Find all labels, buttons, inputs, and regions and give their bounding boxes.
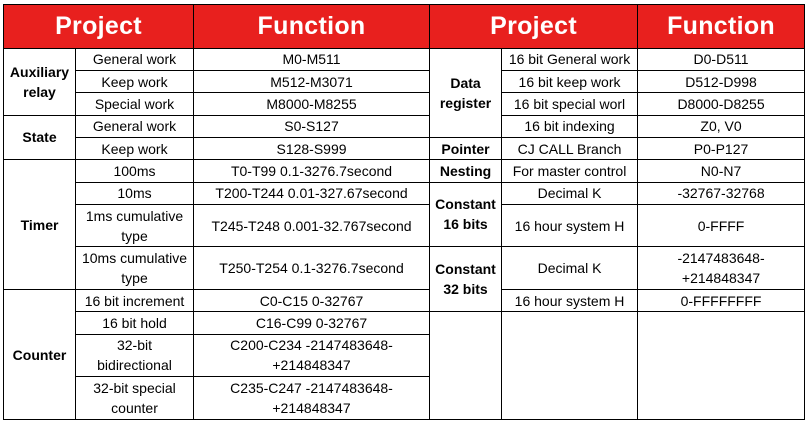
empty-cell bbox=[430, 312, 502, 334]
table-row bbox=[4, 160, 805, 182]
item-cell: 10ms bbox=[76, 182, 194, 204]
function-cell: C0-C15 0-32767 bbox=[194, 290, 430, 312]
table-row bbox=[4, 247, 805, 290]
category-constant-16: Constant 16 bits bbox=[430, 182, 502, 247]
empty-cell bbox=[430, 377, 502, 420]
function-cell: T250-T254 0.1-3276.7second bbox=[194, 247, 430, 290]
table-row bbox=[4, 377, 805, 420]
item-cell: Keep work bbox=[76, 70, 194, 92]
function-cell: D8000-D8255 bbox=[638, 93, 805, 115]
empty-cell bbox=[638, 312, 805, 334]
item-cell: For master control bbox=[502, 160, 638, 182]
function-cell: M512-M3071 bbox=[194, 70, 430, 92]
function-cell: 0-FFFFFFFF bbox=[638, 290, 805, 312]
item-cell: 16 hour system H bbox=[502, 204, 638, 247]
function-cell: N0-N7 bbox=[638, 160, 805, 182]
item-cell: 16 bit increment bbox=[76, 290, 194, 312]
empty-cell bbox=[638, 334, 805, 377]
empty-cell bbox=[502, 312, 638, 334]
item-cell: 10ms cumulative type bbox=[76, 247, 194, 290]
header-function-right: Function bbox=[638, 5, 805, 49]
item-cell: Decimal K bbox=[502, 247, 638, 290]
table-row bbox=[4, 334, 805, 377]
function-cell: T200-T244 0.01-327.67second bbox=[194, 182, 430, 204]
category-state: State bbox=[4, 115, 76, 160]
item-cell: 32-bit special counter bbox=[76, 377, 194, 420]
item-cell: Decimal K bbox=[502, 182, 638, 204]
table-row bbox=[4, 137, 805, 159]
table-row bbox=[4, 70, 805, 92]
function-cell: -32767-32768 bbox=[638, 182, 805, 204]
table-row bbox=[4, 115, 805, 137]
item-cell: 1ms cumulative type bbox=[76, 204, 194, 247]
plc-spec-table bbox=[3, 4, 805, 420]
function-cell: T0-T99 0.1-3276.7second bbox=[194, 160, 430, 182]
empty-cell bbox=[638, 377, 805, 420]
function-cell: D0-D511 bbox=[638, 48, 805, 70]
header-function-left: Function bbox=[194, 5, 430, 49]
category-data-register: Data register bbox=[430, 48, 502, 137]
item-cell: 100ms bbox=[76, 160, 194, 182]
table-row bbox=[4, 312, 805, 334]
item-cell: Keep work bbox=[76, 137, 194, 159]
item-cell: CJ CALL Branch bbox=[502, 137, 638, 159]
table-row bbox=[4, 204, 805, 247]
item-cell: General work bbox=[76, 115, 194, 137]
function-cell: C235-C247 -2147483648-+214848347 bbox=[194, 377, 430, 420]
table-row bbox=[4, 93, 805, 115]
item-cell: 16 bit indexing bbox=[502, 115, 638, 137]
header-row bbox=[4, 5, 805, 49]
empty-cell bbox=[430, 334, 502, 377]
empty-cell bbox=[502, 377, 638, 420]
function-cell: S0-S127 bbox=[194, 115, 430, 137]
item-cell: 16 hour system H bbox=[502, 290, 638, 312]
item-cell: General work bbox=[76, 48, 194, 70]
function-cell: P0-P127 bbox=[638, 137, 805, 159]
item-cell: 16 bit keep work bbox=[502, 70, 638, 92]
function-cell: M0-M511 bbox=[194, 48, 430, 70]
category-timer: Timer bbox=[4, 160, 76, 290]
item-cell: Special work bbox=[76, 93, 194, 115]
item-cell: 32-bit bidirectional bbox=[76, 334, 194, 377]
category-counter: Counter bbox=[4, 290, 76, 420]
function-cell: 0-FFFF bbox=[638, 204, 805, 247]
function-cell: C16-C99 0-32767 bbox=[194, 312, 430, 334]
function-cell: T245-T248 0.001-32.767second bbox=[194, 204, 430, 247]
item-cell: 16 bit special worl bbox=[502, 93, 638, 115]
item-cell: 16 bit General work bbox=[502, 48, 638, 70]
function-cell: -2147483648-+214848347 bbox=[638, 247, 805, 290]
function-cell: S128-S999 bbox=[194, 137, 430, 159]
category-pointer: Pointer bbox=[430, 137, 502, 159]
category-constant-32: Constant 32 bits bbox=[430, 247, 502, 312]
item-cell: 16 bit hold bbox=[76, 312, 194, 334]
header-project-right: Project bbox=[430, 5, 638, 49]
function-cell: C200-C234 -2147483648-+214848347 bbox=[194, 334, 430, 377]
function-cell: D512-D998 bbox=[638, 70, 805, 92]
category-auxiliary-relay: Auxiliary relay bbox=[4, 48, 76, 115]
function-cell: Z0, V0 bbox=[638, 115, 805, 137]
function-cell: M8000-M8255 bbox=[194, 93, 430, 115]
table-row bbox=[4, 48, 805, 70]
category-nesting: Nesting bbox=[430, 160, 502, 182]
table-row bbox=[4, 182, 805, 204]
empty-cell bbox=[502, 334, 638, 377]
table-row bbox=[4, 290, 805, 312]
header-project-left: Project bbox=[4, 5, 194, 49]
